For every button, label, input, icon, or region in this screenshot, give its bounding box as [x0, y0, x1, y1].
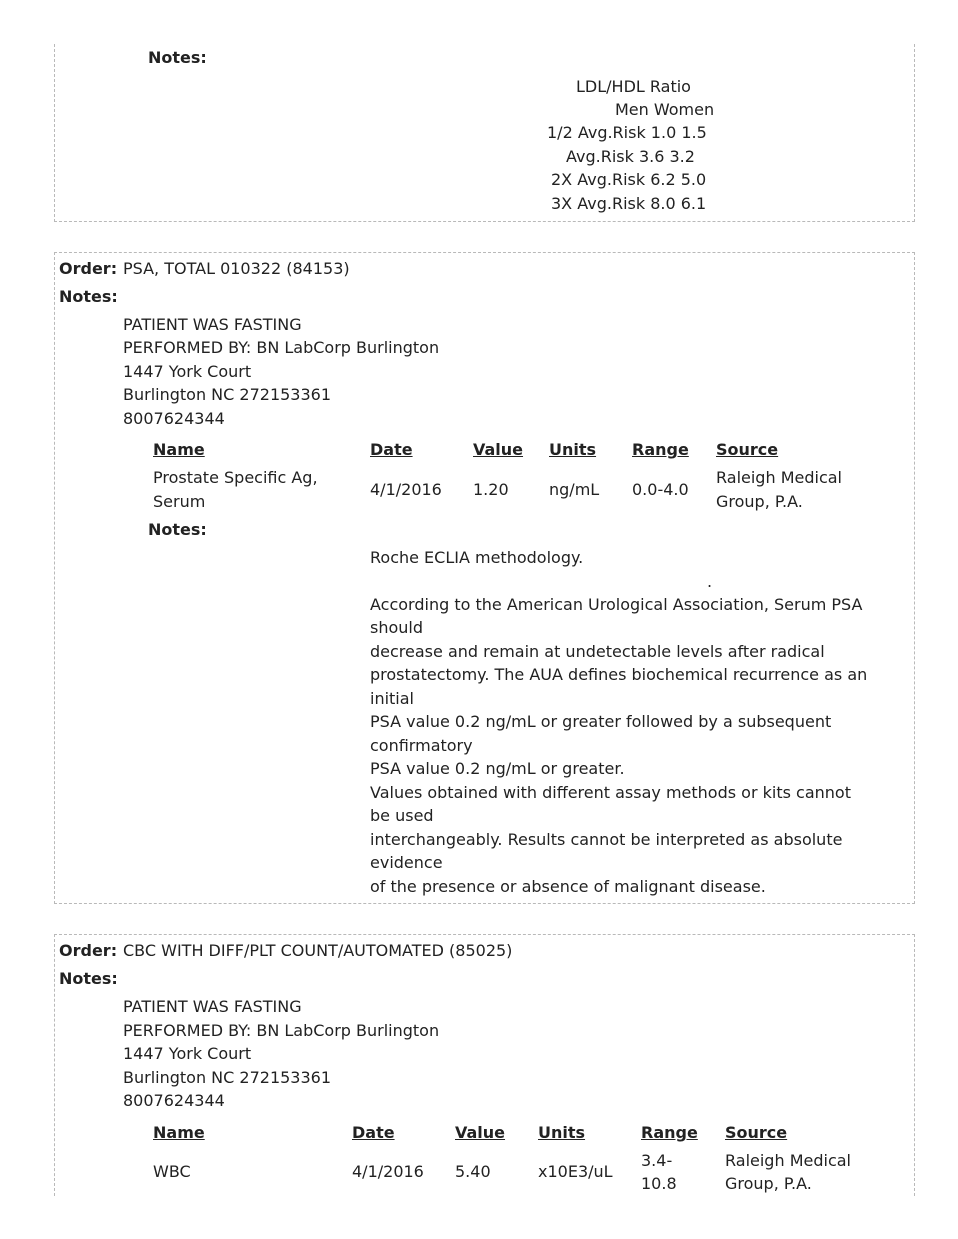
ratio-row: 3X Avg.Risk 8.0 6.1	[551, 194, 707, 213]
result-notes-line: According to the American Urological Association, Serum PSA	[370, 595, 863, 614]
result-notes-line: evidence	[370, 853, 443, 872]
column-header-date: Date	[370, 440, 413, 459]
result-notes-line: PSA value 0.2 ng/mL or greater followed by a subsequent	[370, 712, 832, 731]
result-notes-line: should	[370, 618, 424, 637]
ratio-header: Men Women	[615, 100, 715, 119]
result-source: Group, P.A.	[725, 1174, 812, 1193]
notes-line: 8007624344	[123, 1091, 225, 1110]
result-notes-line: PSA value 0.2 ng/mL or greater.	[370, 759, 625, 778]
ratio-row: 1/2 Avg.Risk 1.0 1.5	[547, 123, 707, 142]
column-header-units: Units	[549, 440, 597, 459]
notes-label: Notes:	[148, 48, 207, 67]
notes-line: Burlington NC 272153361	[123, 1068, 332, 1087]
result-range: 10.8	[641, 1174, 677, 1193]
result-notes-line: be used	[370, 806, 434, 825]
column-header-date: Date	[352, 1123, 395, 1142]
ratio-row: Avg.Risk 3.6 3.2	[566, 147, 695, 166]
notes-line: 1447 York Court	[123, 1044, 252, 1063]
notes-label: Notes:	[59, 969, 118, 988]
result-value: 5.40	[455, 1162, 491, 1181]
notes-line: PERFORMED BY: BN LabCorp Burlington	[123, 1021, 440, 1040]
column-header-value: Value	[473, 440, 524, 459]
notes-line: 1447 York Court	[123, 362, 252, 381]
notes-line: PATIENT WAS FASTING	[123, 315, 302, 334]
column-header-source: Source	[725, 1123, 788, 1142]
result-notes-line: Values obtained with different assay methods or kits cannot	[370, 783, 851, 802]
result-notes-line: .	[707, 572, 713, 591]
ratio-row: 2X Avg.Risk 6.2 5.0	[551, 170, 707, 189]
result-notes-line: initial	[370, 689, 414, 708]
column-header-name: Name	[153, 1123, 205, 1142]
order-value: CBC WITH DIFF/PLT COUNT/AUTOMATED (85025)	[123, 941, 513, 960]
notes-line: PERFORMED BY: BN LabCorp Burlington	[123, 338, 440, 357]
result-notes-line: interchangeably. Results cannot be interpreted as absolute	[370, 830, 843, 849]
result-range: 3.4-	[641, 1151, 673, 1170]
lipid-notes-section	[54, 44, 915, 222]
result-notes-line: decrease and remain at undetectable levels after radical	[370, 642, 825, 661]
result-range: 0.0-4.0	[632, 480, 689, 499]
result-date: 4/1/2016	[370, 480, 442, 499]
column-header-value: Value	[455, 1123, 506, 1142]
column-header-source: Source	[716, 440, 779, 459]
notes-line: Burlington NC 272153361	[123, 385, 332, 404]
result-name: WBC	[153, 1162, 191, 1181]
result-date: 4/1/2016	[352, 1162, 424, 1181]
result-notes-line: prostatectomy. The AUA defines biochemical recurrence as an	[370, 665, 868, 684]
column-header-range: Range	[641, 1123, 698, 1142]
order-label: Order:	[59, 259, 118, 278]
column-header-name: Name	[153, 440, 205, 459]
result-units: x10E3/uL	[538, 1162, 613, 1181]
ratio-title: LDL/HDL Ratio	[576, 77, 691, 96]
notes-line: 8007624344	[123, 409, 225, 428]
result-notes-line: confirmatory	[370, 736, 473, 755]
result-notes-line: of the presence or absence of malignant disease.	[370, 877, 766, 896]
result-source: Raleigh Medical	[725, 1151, 851, 1170]
notes-line: PATIENT WAS FASTING	[123, 997, 302, 1016]
result-source: Group, P.A.	[716, 492, 803, 511]
result-name: Prostate Specific Ag,	[153, 468, 318, 487]
column-header-units: Units	[538, 1123, 586, 1142]
result-units: ng/mL	[549, 480, 600, 499]
result-value: 1.20	[473, 480, 509, 499]
column-header-range: Range	[632, 440, 689, 459]
result-name: Serum	[153, 492, 206, 511]
order-label: Order:	[59, 941, 118, 960]
order-value: PSA, TOTAL 010322 (84153)	[123, 259, 350, 278]
result-notes-line: Roche ECLIA methodology.	[370, 548, 584, 567]
notes-label: Notes:	[59, 287, 118, 306]
result-source: Raleigh Medical	[716, 468, 842, 487]
result-notes-label: Notes:	[148, 520, 207, 539]
